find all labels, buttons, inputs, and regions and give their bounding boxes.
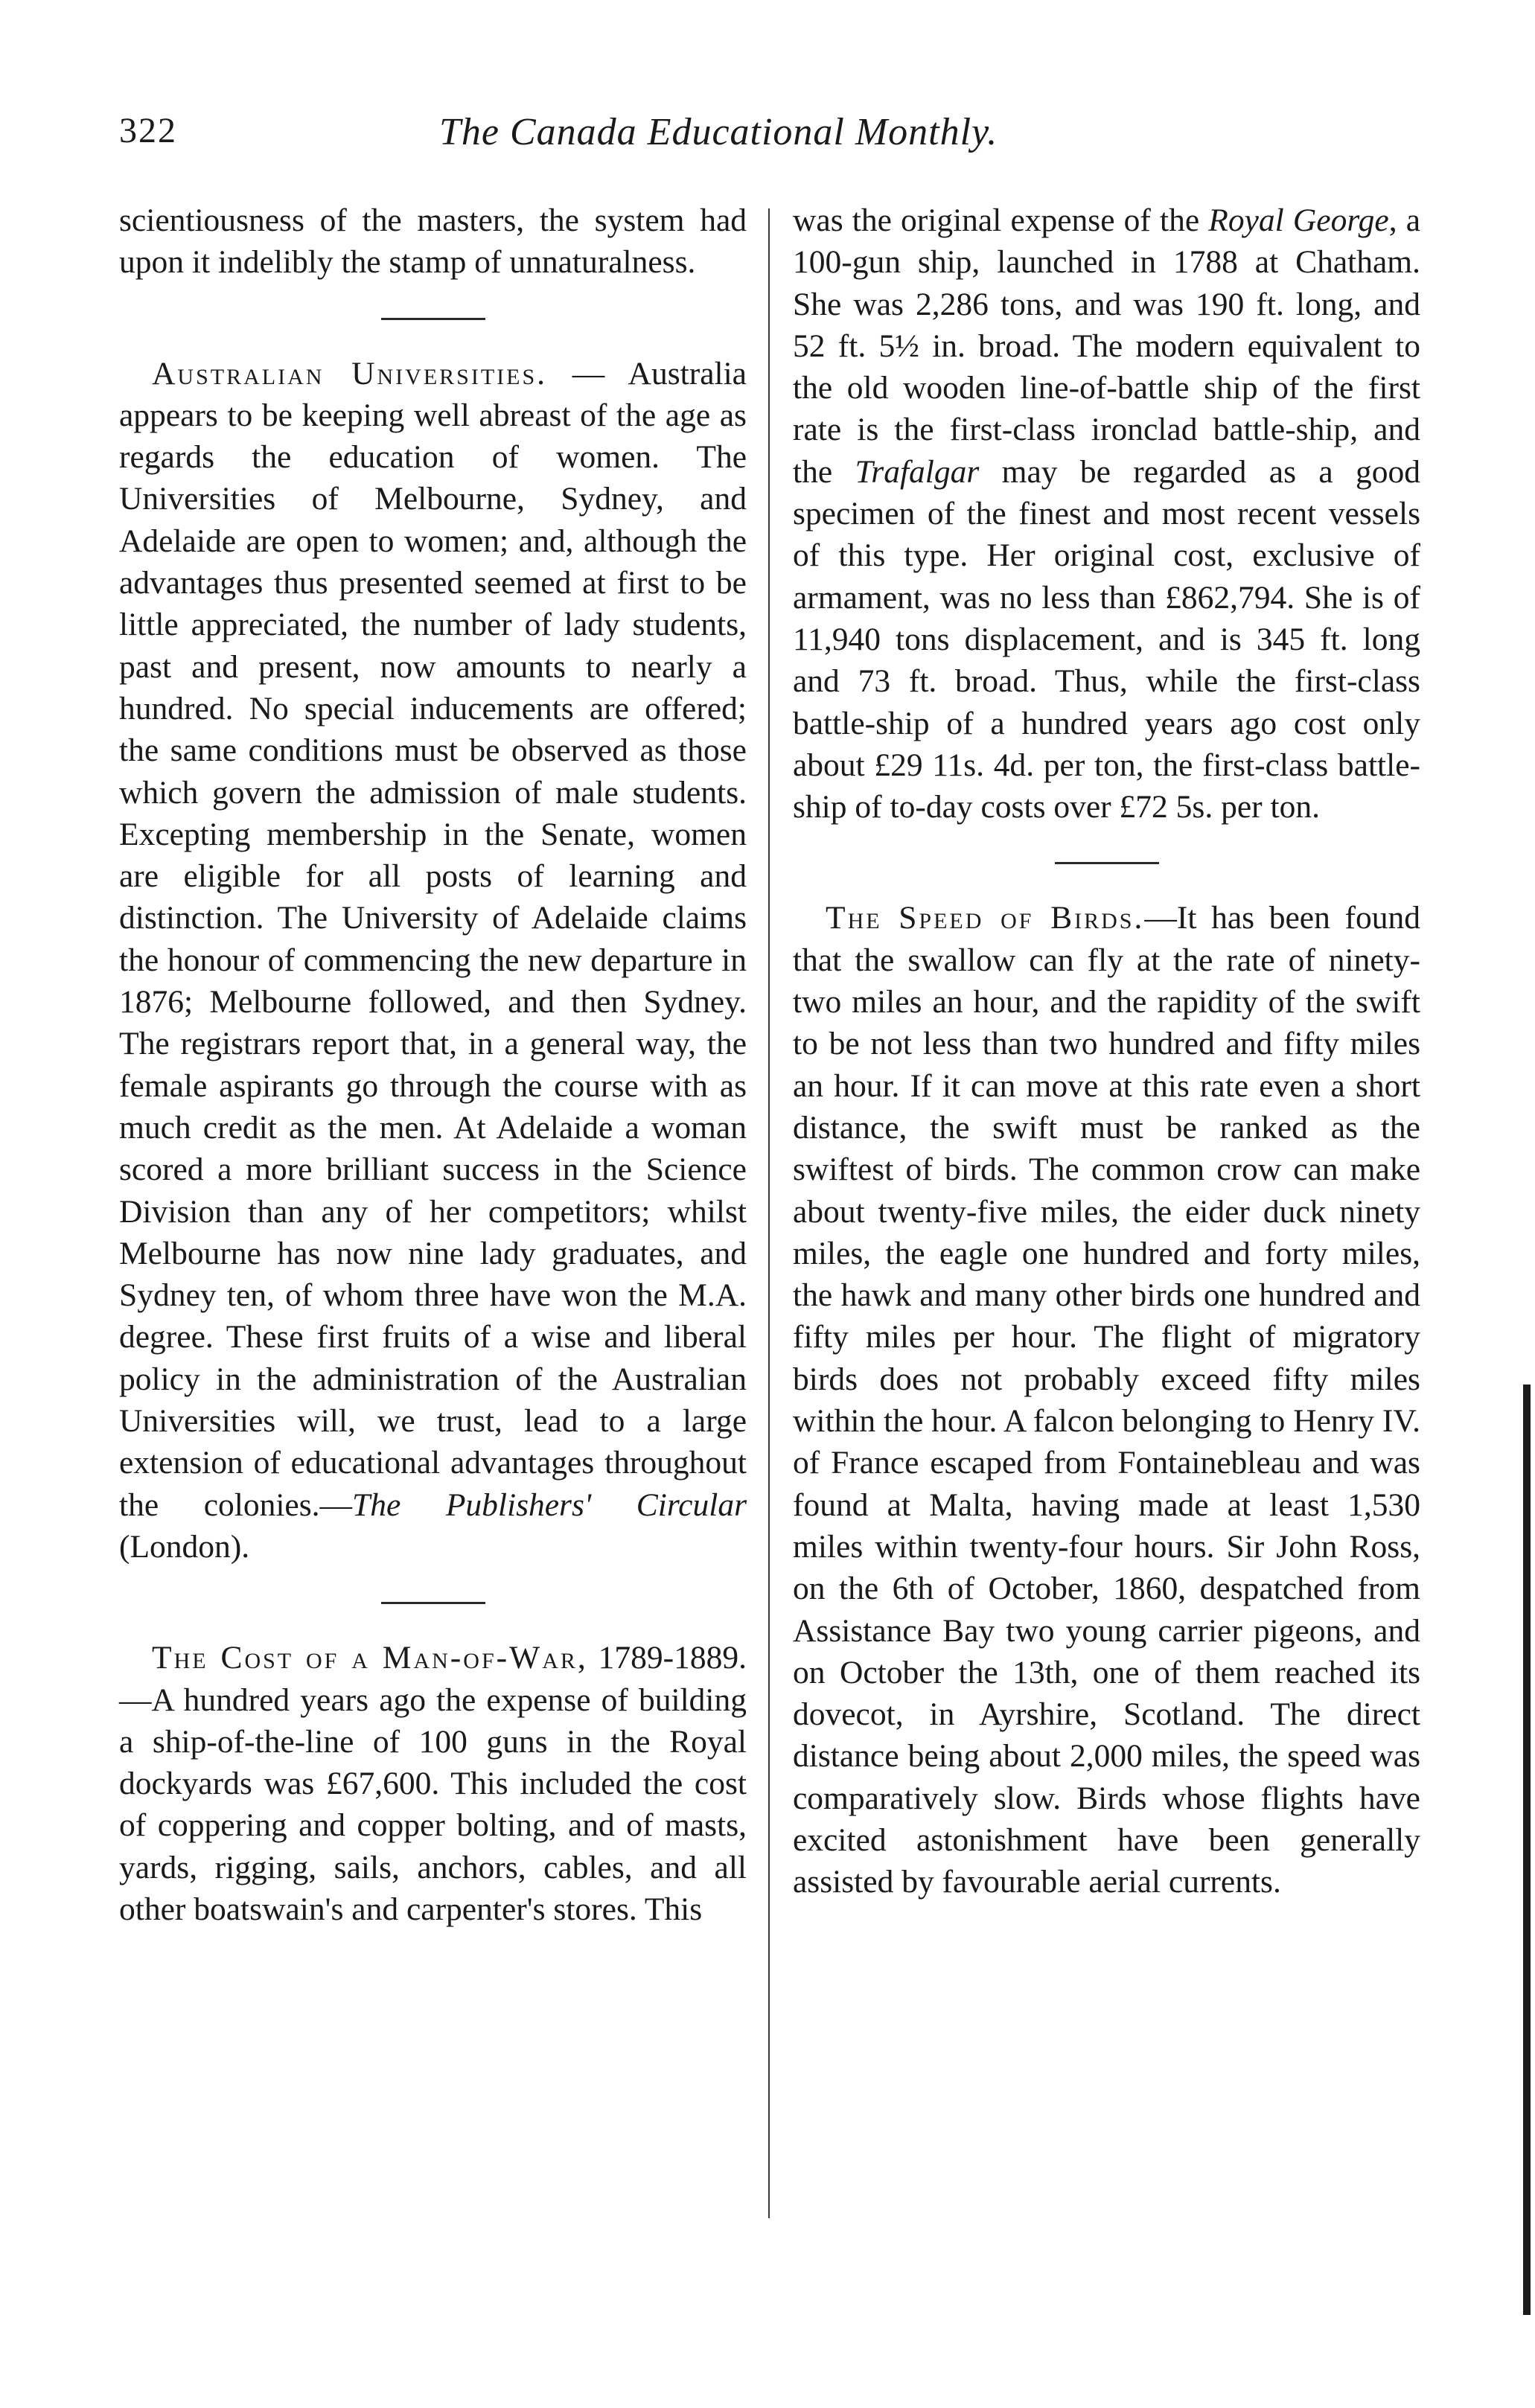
section-rule (1055, 862, 1159, 864)
cost-of-man-of-war-continued (793, 199, 1420, 828)
scan-edge-shadow (1523, 1385, 1531, 2315)
article-heading: The Speed of Birds. (826, 900, 1145, 936)
article-body: may be regarded as a good specimen of the finest and most recent vessels of this type. Her original cost, exclusive of armament, was no less than £862,794. She is of 11,940 tons displacement, and is 345 ft. long and 73 ft. broad. Thus, while the first-class battle-ship of a hundred years ago cost only about £29 11s. 4d. per ton, the first-class battle-ship of to-day costs over £72 5s. per ton. (793, 453, 1420, 825)
continuation-paragraph: scientiousness of the masters, the system had upon it indelibly the stamp of unnaturalness. (119, 202, 747, 281)
page-number: 322 (119, 111, 177, 150)
page-header (119, 110, 1496, 170)
section-rule (381, 1602, 485, 1604)
ship-name: Trafalgar (855, 453, 980, 490)
cost-of-man-of-war-article (119, 1637, 747, 1930)
ship-name: Royal George (1208, 202, 1389, 238)
article-body: was the original expense of the (793, 202, 1209, 238)
article-body: , a 100-gun ship, launched in 1788 at Chatham. She was 2,286 tons, and was 190 ft. long, and 52 ft. 5½ in. broad. The modern equivalent to the old wooden line-of-battle ship of the first rate is the first-class ironclad battle-ship, and the (793, 202, 1421, 490)
article-body: 1789-1889.—A hundred years ago the expense of building a ship-of-the-line of 100 guns in the Royal dockyards was £67,600. This included the cost of coppering and copper bolting, and of masts, yards, rigging, sails, anchors, cables, and all other boatswain's and carpenter's stores. This (119, 1640, 747, 1927)
article-heading: The Cost of a Man-of-War, (152, 1640, 588, 1676)
article-source: The Publishers' Circular (352, 1486, 747, 1523)
australian-universities-article (119, 353, 747, 1568)
running-title: The Canada Educational Monthly. (439, 111, 998, 153)
speed-of-birds-article (793, 897, 1420, 1903)
article-heading: Australian Universities. (152, 355, 548, 392)
section-rule (381, 318, 485, 320)
article-source-tail: (London). (119, 1528, 250, 1565)
left-column (119, 199, 747, 1930)
article-body: —It has been found that the swallow can fly at the rate of ninety-two miles an hour, and the rapidity of the swift to be not less than two hundred and fifty miles an hour. If it can move at this rate even a short distance, the swift must be ranked as the swiftest of birds. The common crow can make about twenty-five miles, the eider duck ninety miles, the eagle one hundred and forty miles, the hawk and many other birds one hundred and fifty miles per hour. The flight of migratory birds does not probably exceed fifty miles within the hour. A falcon belonging to Henry IV. of France escaped from Fontainebleau and was found at Malta, having made at least 1,530 miles within twenty-four hours. Sir John Ross, on the 6th of October, 1860, despatched from Assistance Bay two young carrier pigeons, and on October the 13th, one of them reached its dovecot, in Ayrshire, Scotland. The direct distance being about 2,000 miles, the speed was comparatively slow. Birds whose flights have excited astonishment have been generally assisted by favourable aerial currents. (793, 900, 1420, 1900)
column-divider (768, 208, 770, 2218)
right-column (793, 199, 1420, 1903)
article-body: — Australia appears to be keeping well abreast of the age as regards the education of women. The Universities of Melbourne, Sydney, and Adelaide are open to women; and, although the advantages thus presented seemed at first to be little appreciated, the number of lady students, past and present, now amounts to nearly a hundred. No special inducements are offered; the same conditions must be observed as those which govern the admission of male students. Excepting membership in the Senate, women are eligible for all posts of learning and distinction. The University of Adelaide claims the honour of commencing the new departure in 1876; Melbourne followed, and then Sydney. The registrars report that, in a general way, the female aspirants go through the course with as much credit as the men. At Adelaide a woman scored a more brilliant success in the Science Division than any of her competitors; whilst Melbourne has now nine lady graduates, and Sydney ten, of whom three have won the M.A. degree. These first fruits of a wise and liberal policy in the administration of the Australian Universities will, we trust, lead to a large extension of educational advantages throughout the colonies.— (119, 355, 747, 1523)
